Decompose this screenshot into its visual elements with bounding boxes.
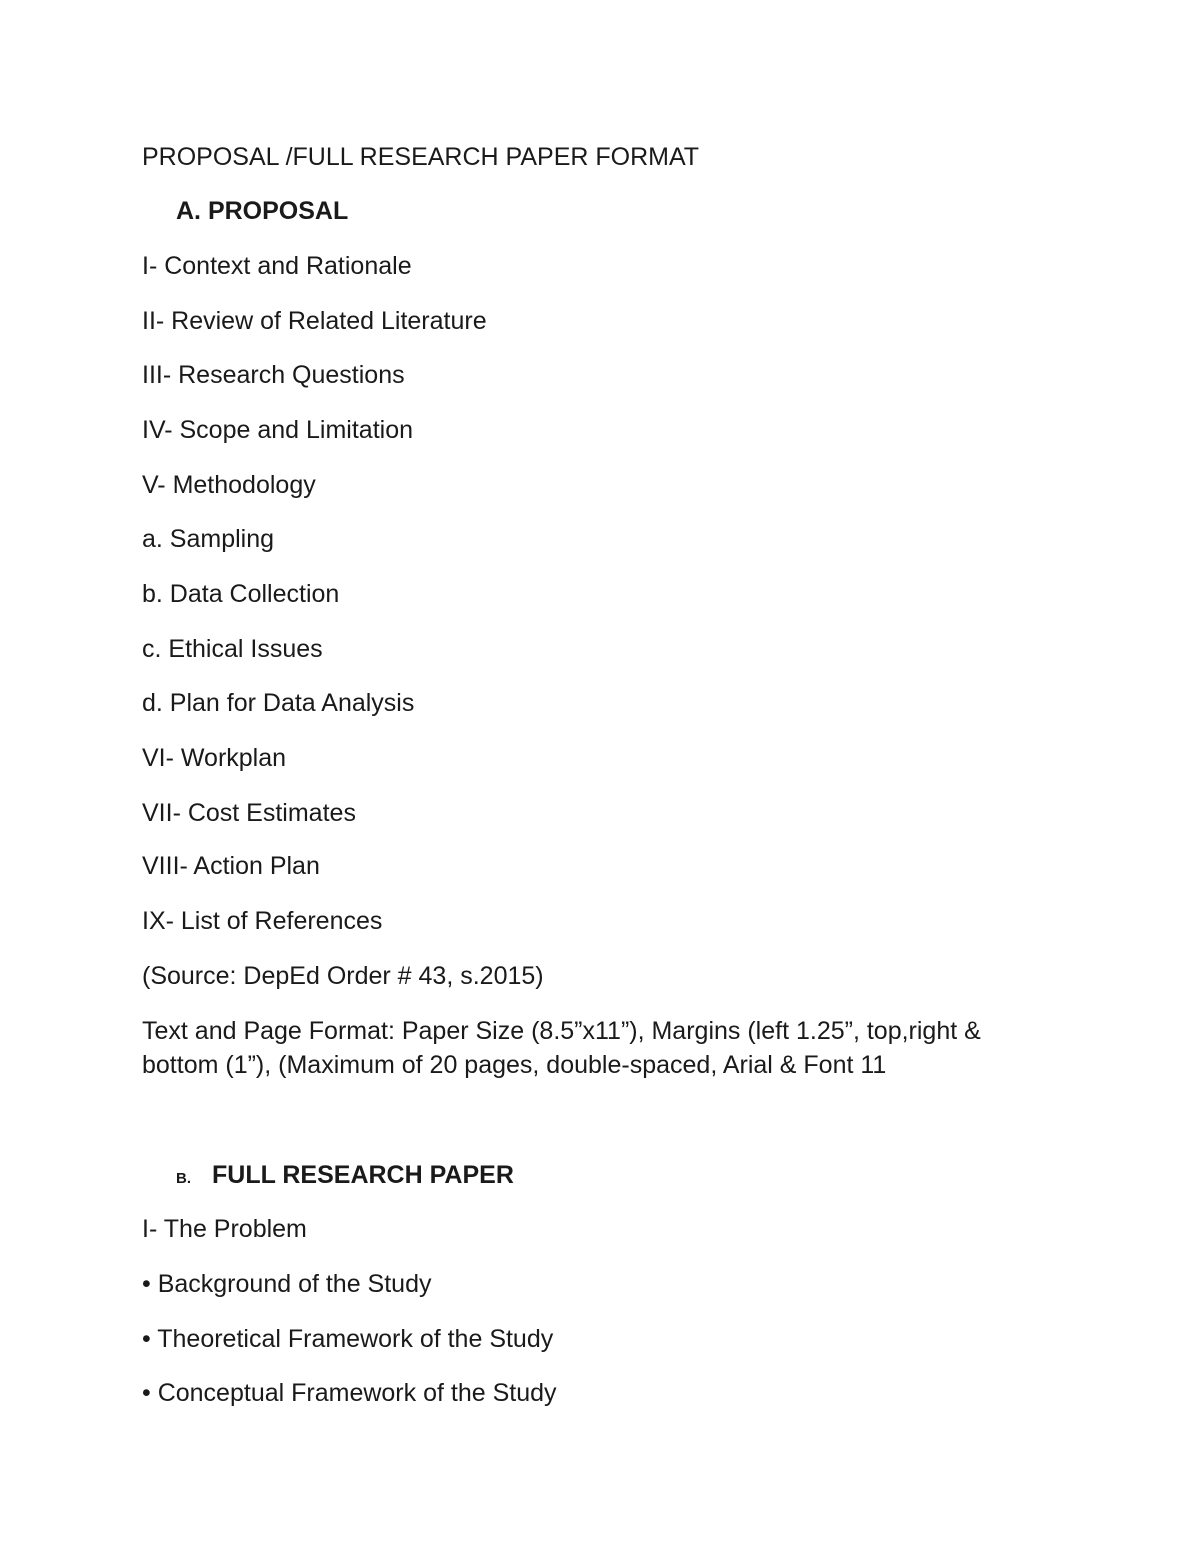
list-item: IX- List of References	[142, 907, 383, 935]
list-item: VI- Workplan	[142, 744, 287, 772]
list-item: d. Plan for Data Analysis	[142, 689, 415, 717]
bullet-item: • Theoretical Framework of the Study	[142, 1325, 554, 1353]
list-item: a. Sampling	[142, 525, 275, 553]
bullet-item: • Conceptual Framework of the Study	[142, 1379, 557, 1407]
source-citation: (Source: DepEd Order # 43, s.2015)	[142, 962, 544, 990]
list-item: IV- Scope and Limitation	[142, 416, 413, 444]
section-a-heading: A. PROPOSAL	[176, 197, 349, 225]
list-item: I- Context and Rationale	[142, 252, 412, 280]
format-note: Text and Page Format: Paper Size (8.5”x11”), Margins (left 1.25”, top,right & bottom (1”), (Maximum of 20 pages, double-spaced, Arial & Font 11	[142, 1017, 981, 1079]
list-item: VIII- Action Plan	[142, 852, 320, 880]
section-b-heading	[176, 1160, 514, 1194]
list-item: V- Methodology	[142, 471, 316, 499]
list-item: III- Research Questions	[142, 361, 405, 389]
document-title: PROPOSAL /FULL RESEARCH PAPER FORMAT	[142, 143, 700, 171]
section-b-marker: B.	[176, 1170, 191, 1187]
list-item: II- Review of Related Literature	[142, 307, 487, 335]
list-item: b. Data Collection	[142, 580, 340, 608]
list-item: VII- Cost Estimates	[142, 799, 356, 827]
section-b-title: FULL RESEARCH PAPER	[212, 1161, 514, 1189]
list-item: I- The Problem	[142, 1215, 307, 1243]
list-item: c. Ethical Issues	[142, 635, 323, 663]
bullet-item: • Background of the Study	[142, 1270, 432, 1298]
